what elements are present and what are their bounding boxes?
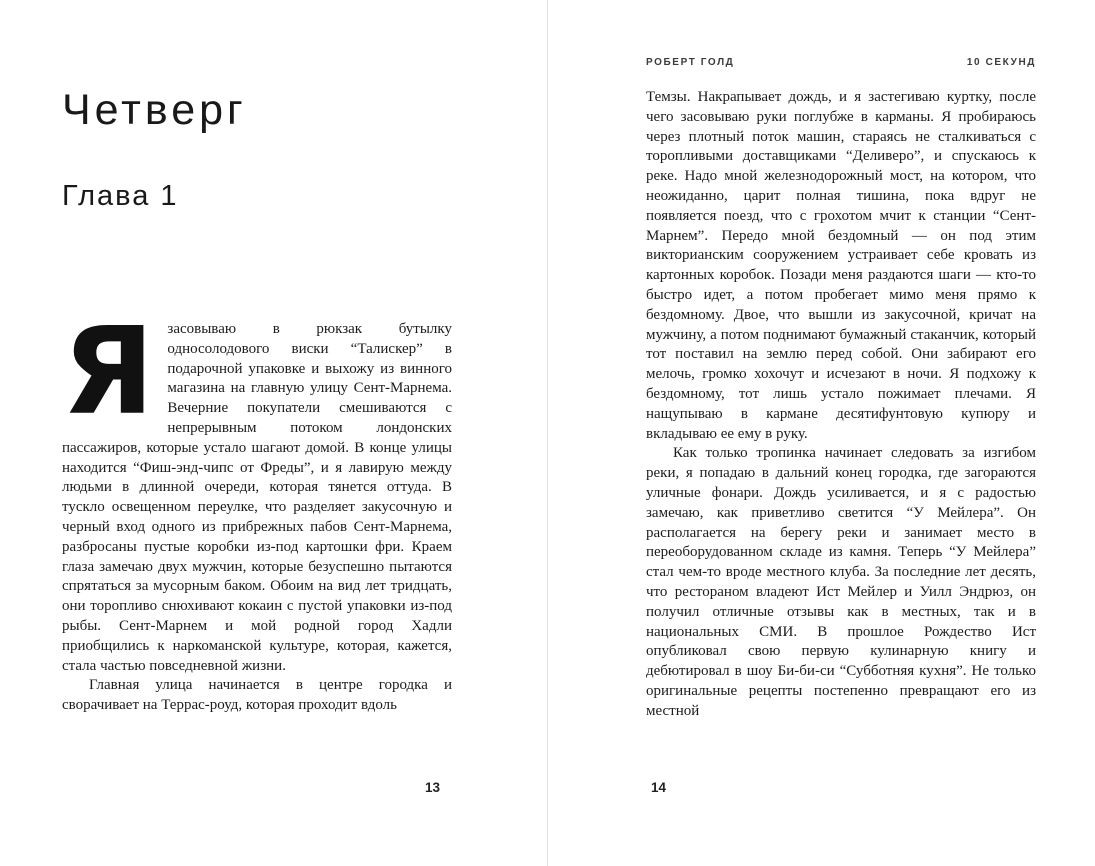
paragraph: Как только тропинка начинает следовать за изгибом реки, я попадаю в дальний конец городка, где загораются уличные фонари. Дождь усиливается, и я с радостью замечаю, как приветливо светится “У Мейлера”. Он располагается на берегу реки и занимает место в переоборудованном складе из камня. Теперь “У Мейлера” стал чем-то вроде местного клуба. За последние лет десять, что рестораном владеют Ист Мейлер и Уилл Эндрюз, он получил отличные отзывы как в местных, так и в национальных СМИ. В прошлое Рождество Ист опубликовал свою первую кулинарную книгу и дебютировал в шоу Би-би-си “Субботняя кухня”. Не только оригинальные рецепты постепенно превращают его из местной xyxy=(646,445,1036,719)
page-number-right: 14 xyxy=(651,780,667,795)
page-left xyxy=(62,0,452,866)
running-head-book-title: 10 СЕКУНД xyxy=(966,57,1036,68)
paragraph: Главная улица начинается в центре городка и сворачивает на Террас-роуд, которая проходит вдоль xyxy=(62,677,452,714)
paragraph-text: засовываю в рюкзак бутылку односолодового виски “Талискер” в подарочной упаковке и выхожу из винного магазина на главную улицу Сент-Марнема. Вечерние покупатели смешиваются с непрерывным потоком лондонских пассажиров, которые устало шагают домой. В конце улицы находится “Фиш-энд-чипс от Фреды”, и я лавирую между людьми в длинной очереди, которая тянется оттуда. В тускло освещенном переулке, что разделяет закусочную и черный вход одного из прибрежных пабов Сент-Марнема, разбросаны пустые коробки из-под картошки фри. Краем глаза замечаю двух мужчин, которые безуспешно пытаются спрятаться за мусорным баком. Обоим на вид лет тридцать, они торопливо снюхивают кокаин с пустой упаковки из-под рыбы. Сент-Марнем и мой родной город Хадли приобщились к наркоманской культуре, которая, кажется, стала частью повседневной жизни. xyxy=(62,321,452,674)
chapter-title: Четверг xyxy=(62,86,247,134)
paragraph: Темзы. Накрапывает дождь, и я застегиваю куртку, после чего засовываю руки поглубже в карманы. Я пробираюсь через плотный поток машин, стараясь не сталкиваться с торопливыми доставщиками “Деливеро”, и спускаюсь к реке. Надо мной железнодорожный мост, на котором, что неожиданно, царит полная тишина, пока вдруг не появляется поезд, что с грохотом мчит к станции “Сент-Марнем”. Передо мной бездомный — он под этим викторианским сооружением устраивает себе кровать из картонных коробок. Позади меня раздаются шаги — кто-то быстро идет, а потом пробегает мимо меня прямо к бездомному. Двое, что вышли из закусочной, кричат на мужчину, а потом поднимают бумажный стаканчик, который тот поставил на землю перед собой. Они забирают его мелочь, громко хохочут и исчезают в ночи. Я подхожу к бездомному, тот лишь устало пожимает плечами. Я нащупываю в кармане десятифунтовую купюру и вкладываю ее ему в руку. xyxy=(646,89,1036,442)
left-page-body xyxy=(62,303,452,716)
page-divider xyxy=(547,0,548,866)
page-right xyxy=(646,0,1036,866)
drop-cap: Я xyxy=(62,303,155,442)
chapter-subtitle: Глава 1 xyxy=(62,180,179,212)
paragraph xyxy=(62,303,452,676)
right-page-body xyxy=(646,88,1036,722)
page-number-left: 13 xyxy=(425,780,441,795)
running-head xyxy=(646,57,1036,68)
running-head-author: РОБЕРТ ГОЛД xyxy=(646,57,735,68)
